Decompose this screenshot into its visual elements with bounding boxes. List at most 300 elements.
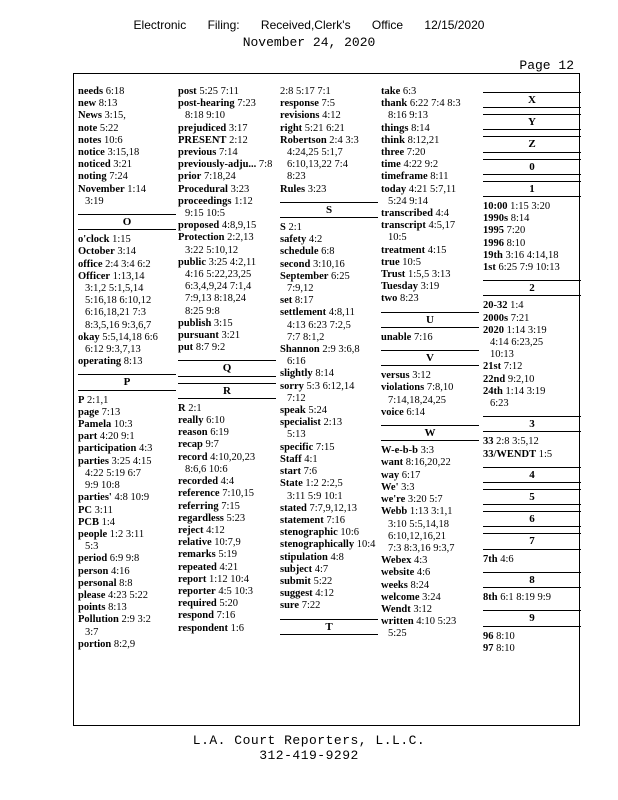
index-refs: 8:8 [119, 577, 133, 589]
index-column-3 [280, 86, 378, 639]
efiling-received: Received,Clerk's [260, 18, 351, 32]
index-term: 8th [483, 592, 498, 604]
index-entry [483, 213, 581, 225]
index-refs: 4:8,9,15 [221, 220, 257, 232]
index-term: way [381, 469, 400, 481]
index-section-header: 3 [483, 416, 581, 432]
index-refs: 8:14 [411, 122, 430, 134]
index-term: today [381, 183, 407, 195]
index-entry [178, 98, 276, 122]
index-refs: 1:13,14 [112, 270, 145, 282]
index-entry [483, 325, 581, 362]
index-refs: 1:4 [101, 516, 116, 528]
index-entry [381, 457, 479, 469]
index-entry [78, 529, 176, 553]
index-entry [78, 356, 176, 368]
index-entry [381, 592, 479, 604]
index-refs: 4:12 [322, 110, 341, 122]
index-entry [381, 159, 479, 171]
index-refs: 10:5 [402, 256, 421, 268]
index-refs: 3:23 [230, 183, 250, 195]
index-entry [178, 610, 276, 622]
index-term: really [178, 415, 204, 427]
index-refs: 6:1 8:19 9:9 [500, 592, 551, 604]
index-refs: 4:4 [220, 476, 235, 488]
index-term: thank [381, 98, 408, 110]
index-entry [280, 405, 378, 417]
index-entry [78, 395, 176, 407]
index-entry [280, 295, 378, 307]
index-refs: 2:9 3:6,8 [322, 344, 360, 356]
index-section-header: U [381, 312, 479, 328]
index-refs: 3:10 5:5,14,18 [388, 518, 449, 530]
index-entry [381, 269, 479, 281]
index-refs: 4:4 [435, 208, 449, 220]
index-entry [483, 592, 581, 604]
index-refs: 10:3 [113, 419, 133, 431]
index-refs: 5:19 [218, 549, 238, 561]
index-entry [78, 492, 176, 504]
index-refs: 7:22 [301, 600, 321, 612]
index-entry [280, 588, 378, 600]
index-refs: 7:16 [413, 331, 433, 343]
index-entry [280, 344, 378, 368]
index-refs: 1:4 [510, 300, 524, 312]
index-term: required [178, 598, 217, 610]
efiling-date: 12/15/2020 [424, 18, 485, 32]
index-entry [381, 382, 479, 406]
index-refs: 3:17 [228, 122, 248, 134]
index-refs: 6:12 9:3,7,13 [85, 344, 141, 356]
index-refs: 3:19 [85, 195, 104, 207]
index-term: transcribed [381, 208, 433, 220]
index-refs: 5:25 [388, 628, 407, 640]
index-refs: 3:15 [213, 317, 233, 329]
index-refs: 4:6 [500, 553, 514, 565]
index-refs: 5:22 [313, 575, 333, 587]
transcript-date: November 24, 2020 [242, 35, 376, 50]
index-term: reporter [178, 585, 216, 597]
index-refs: 8:25 9:8 [185, 305, 220, 317]
index-refs: 4:3 [413, 555, 428, 567]
index-entry [78, 259, 176, 271]
index-refs: 3:14 [117, 246, 137, 258]
index-entry [381, 184, 479, 208]
index-term: October [78, 246, 115, 258]
index-term: slightly [280, 368, 313, 380]
index-entry [178, 403, 276, 415]
efiling-stamp [0, 18, 618, 32]
index-entry [381, 494, 479, 506]
index-refs: 9:2,10 [507, 373, 535, 385]
index-term: News [78, 110, 102, 122]
index-term: notes [78, 134, 102, 146]
index-term: set [280, 295, 293, 307]
index-term: think [381, 134, 405, 146]
index-term: 1990s [483, 213, 509, 225]
index-section-header: W [381, 425, 479, 441]
index-refs: 7:9,13 8:18,24 [185, 293, 246, 305]
index-refs: 4:8 [330, 551, 344, 563]
index-refs: 6:3 [402, 86, 417, 97]
index-term: noticed [78, 159, 111, 171]
index-entry [381, 567, 479, 579]
index-section-header: 7 [483, 533, 581, 549]
index-refs: 1:2 3:11 [109, 528, 145, 540]
index-refs: 7:16 [216, 610, 236, 622]
index-term: note [78, 122, 98, 134]
index-refs: 6:8 [321, 246, 335, 258]
index-refs: 4:22 5:19 6:7 [85, 467, 142, 479]
index-term: previously-adju... [178, 159, 257, 171]
index-term: R [178, 402, 186, 414]
index-entry [381, 147, 479, 159]
index-entry [381, 123, 479, 135]
index-entry [280, 123, 378, 135]
index-refs: 7:20 [406, 147, 426, 159]
index-term: 33/WENDT [483, 448, 537, 460]
index-refs: 8:2,9 [113, 638, 136, 650]
index-term: 33 [483, 436, 494, 448]
index-refs: 6:10,12,16,21 [388, 530, 447, 542]
index-refs: 5:20 [219, 598, 238, 610]
index-entry [178, 598, 276, 610]
index-entry [78, 443, 176, 455]
index-term: parties' [78, 492, 112, 504]
index-term: Webb [381, 506, 408, 518]
index-term: people [78, 528, 108, 540]
index-refs: 7:13 [101, 406, 121, 418]
index-section-header: S [280, 202, 378, 218]
index-term: Tuesday [381, 281, 418, 293]
index-section-header: 0 [483, 159, 581, 175]
index-refs: 6:10 [206, 415, 225, 427]
index-term: office [78, 258, 103, 270]
index-term: September [280, 270, 329, 282]
index-refs: 7:7 8:1,2 [287, 331, 325, 343]
index-refs: 6:22 7:4 8:3 [409, 98, 461, 110]
index-refs: 10:6 [340, 527, 360, 539]
index-refs: 8:3,5,16 9:3,6,7 [85, 319, 152, 331]
index-term: reject [178, 524, 204, 536]
index-entry [280, 515, 378, 527]
index-term: settlement [280, 307, 327, 319]
index-entry [280, 184, 378, 196]
index-term: Rules [280, 183, 306, 195]
index-section-header: T [280, 619, 378, 635]
index-term: 1996 [483, 237, 504, 249]
index-entry [381, 257, 479, 269]
index-refs: 7:14 [218, 147, 238, 159]
index-entry [483, 201, 581, 213]
index-entry [78, 614, 176, 638]
index-entry [280, 503, 378, 515]
index-refs: 1:13 3:1,1 [409, 506, 453, 518]
index-entry [78, 271, 176, 332]
index-entry [178, 623, 276, 635]
index-term: three [381, 147, 405, 159]
index-refs: 6:18 [105, 86, 125, 97]
index-term: stated [280, 502, 307, 514]
index-refs: 1:14 [127, 183, 146, 195]
index-term: noting [78, 171, 107, 183]
index-refs: 2:1 [188, 402, 202, 414]
index-refs: 3:12 [412, 370, 431, 382]
index-entry [483, 300, 581, 312]
index-refs: 4:6 [416, 567, 431, 579]
index-entry [78, 86, 176, 98]
index-entry [483, 436, 581, 448]
index-refs: 7:21 [510, 312, 530, 324]
index-section-header: 8 [483, 572, 581, 588]
index-entry [78, 184, 176, 208]
index-entry [178, 562, 276, 574]
index-refs: 2:8 5:17 7:1 [280, 86, 331, 97]
index-term: reason [178, 427, 208, 439]
index-section-header: Q [178, 360, 276, 376]
index-term: schedule [280, 246, 319, 258]
index-entry [381, 86, 479, 98]
index-entry [280, 246, 378, 258]
index-refs: 7:6 [303, 466, 318, 478]
index-section-header: O [78, 214, 176, 230]
index-section-header: X [483, 92, 581, 108]
index-refs: 8:23 [287, 171, 306, 183]
index-column-5 [483, 86, 581, 655]
index-term: proposed [178, 220, 220, 232]
index-refs: 3:12 [413, 603, 433, 615]
index-section-header: 1 [483, 181, 581, 197]
index-refs: 3:1,2 5:1,5,14 [85, 283, 144, 295]
index-column-2 [178, 86, 276, 635]
index-term: transcript [381, 220, 426, 232]
index-term: two [381, 293, 398, 305]
index-refs: 5:13 [287, 429, 306, 441]
index-entry [381, 470, 479, 482]
index-entry [280, 466, 378, 478]
index-term: Procedural [178, 183, 228, 195]
index-entry [381, 407, 479, 419]
index-refs: 7:7,9,12,13 [309, 502, 358, 514]
index-term: stenographic [280, 527, 338, 539]
index-refs: 4:12 [315, 588, 334, 600]
index-refs: 7:9,12 [287, 283, 314, 295]
index-entry [178, 501, 276, 513]
index-entry [280, 86, 378, 98]
index-entry [178, 220, 276, 232]
index-term: true [381, 256, 400, 268]
index-entry [178, 184, 276, 196]
index-term: 10:00 [483, 201, 508, 213]
index-refs: 8:14 [510, 213, 530, 225]
index-entry [78, 419, 176, 431]
index-refs: 4:10 5:23 [416, 616, 457, 628]
index-term: versus [381, 370, 410, 382]
index-refs: 2:4 3:3 [329, 134, 359, 146]
index-entry [280, 527, 378, 539]
index-entry [381, 604, 479, 616]
index-term: 20-32 [483, 300, 508, 312]
index-entry [483, 631, 581, 643]
index-refs: 8:16,20,22 [405, 457, 451, 469]
index-refs: 8:10 [496, 630, 515, 642]
index-refs: 8:16 9:13 [388, 110, 428, 122]
index-entry [78, 123, 176, 135]
index-refs: 8:24 [410, 579, 430, 591]
index-term: right [280, 122, 303, 134]
index-entry [483, 225, 581, 237]
index-refs: 5:5,14,18 6:6 [102, 331, 158, 343]
index-entry [381, 555, 479, 567]
index-term: 96 [483, 630, 494, 642]
index-entry [78, 517, 176, 529]
index-term: Staff [280, 453, 302, 465]
index-refs: 7:20 [506, 225, 526, 237]
index-term: sure [280, 600, 300, 612]
index-term: reference [178, 488, 220, 500]
index-refs: 3:19 [420, 281, 440, 293]
index-entry [178, 452, 276, 476]
index-term: notice [78, 147, 105, 159]
index-refs: 4:21 [219, 561, 239, 573]
index-entry [78, 407, 176, 419]
index-refs: 2:13 [323, 417, 343, 429]
index-term: W-e-b-b [381, 445, 418, 457]
index-refs: 5:22 [99, 122, 119, 134]
index-entry [280, 576, 378, 588]
index-refs: 3:21 [113, 159, 132, 171]
index-refs: 4:15 [427, 244, 447, 256]
index-entry [483, 313, 581, 325]
index-refs: 1:5,5 3:13 [407, 269, 451, 281]
index-term: revisions [280, 110, 320, 122]
index-refs: 2:2,13 [227, 232, 254, 244]
index-entry [78, 553, 176, 565]
index-term: Officer [78, 270, 111, 282]
index-term: Pamela [78, 419, 112, 431]
index-entry [280, 234, 378, 246]
index-refs: 6:17 [401, 469, 421, 481]
index-term: page [78, 406, 99, 418]
index-term: PCB [78, 516, 99, 528]
index-entry [483, 386, 581, 410]
index-term: please [78, 589, 106, 601]
index-term: needs [78, 86, 104, 97]
index-refs: 8:10 [506, 237, 526, 249]
index-term: prior [178, 171, 202, 183]
index-term: referring [178, 500, 219, 512]
index-refs: 7:10,15 [222, 488, 255, 500]
index-term: previous [178, 147, 217, 159]
index-refs: 7:24 [109, 171, 128, 183]
index-refs: 3:16 4:14,18 [505, 249, 559, 261]
index-entry [178, 147, 276, 159]
index-entry [78, 332, 176, 356]
index-term: PRESENT [178, 134, 227, 146]
index-refs: 10:7,9 [214, 537, 241, 549]
index-term: State [280, 478, 303, 490]
index-term: Webex [381, 555, 412, 567]
index-refs: 4:16 [110, 565, 130, 577]
index-refs: 4:8,11 [328, 307, 355, 319]
index-term: 21st [483, 361, 502, 373]
index-entry [178, 159, 276, 171]
index-term: record [178, 451, 208, 463]
index-term: repeated [178, 561, 217, 573]
index-refs: 2:9 3:2 [121, 614, 151, 626]
index-term: new [78, 98, 97, 110]
index-section-header: Y [483, 114, 581, 130]
index-refs: 6:9 9:8 [109, 553, 140, 565]
index-refs: 3:24 [422, 591, 441, 603]
index-refs: 2:1 [288, 222, 302, 234]
page-number: Page 12 [519, 58, 574, 73]
index-term: report [178, 573, 207, 585]
index-term: points [78, 602, 106, 614]
index-term: o'clock [78, 234, 110, 246]
index-term: Protection [178, 232, 225, 244]
index-entry [178, 171, 276, 183]
index-entry [178, 549, 276, 561]
index-refs: 5:23 [226, 512, 246, 524]
index-refs: 1:15 [112, 234, 131, 246]
index-refs: 3:15,18 [107, 147, 140, 159]
index-entry [178, 330, 276, 342]
index-term: period [78, 553, 108, 565]
index-term: violations [381, 382, 425, 394]
index-term: speak [280, 405, 306, 417]
index-section-header: 9 [483, 610, 581, 626]
index-entry [78, 135, 176, 147]
index-refs: 3:15, [104, 110, 126, 122]
index-refs: 4:2 [308, 234, 323, 246]
index-refs: 1:12 10:4 [209, 573, 249, 585]
index-entry [280, 478, 378, 502]
index-entry [178, 135, 276, 147]
index-refs: 7:23 [237, 98, 256, 110]
index-entry [381, 445, 479, 457]
index-entry [280, 307, 378, 344]
index-term: sorry [280, 380, 304, 392]
index-entry [280, 539, 378, 551]
index-term: specific [280, 441, 314, 453]
index-refs: 8:12,21 [407, 134, 440, 146]
index-term: 24th [483, 385, 503, 397]
index-refs: 8:13 [123, 356, 143, 368]
index-term: PC [78, 504, 92, 516]
index-refs: 7:14,18,24,25 [388, 394, 447, 406]
index-refs: 4:10,20,23 [210, 451, 256, 463]
index-term: operating [78, 356, 122, 368]
index-term: we're [381, 494, 406, 506]
index-entry [178, 427, 276, 439]
index-term: submit [280, 575, 311, 587]
index-refs: 1:5 [538, 448, 553, 460]
index-refs: 10:5 [388, 232, 407, 244]
index-refs: 8:18 9:10 [185, 110, 225, 122]
index-entry [381, 171, 479, 183]
index-section-header: 5 [483, 489, 581, 505]
index-term: treatment [381, 244, 426, 256]
index-term: parties [78, 455, 109, 467]
index-refs: 7:16 [326, 514, 346, 526]
efiling-filing: Filing: [207, 18, 240, 32]
index-term: welcome [381, 591, 420, 603]
index-term: safety [280, 234, 307, 246]
index-entry [280, 564, 378, 576]
index-refs: 6:23 [490, 398, 509, 410]
index-term: 1995 [483, 225, 504, 237]
